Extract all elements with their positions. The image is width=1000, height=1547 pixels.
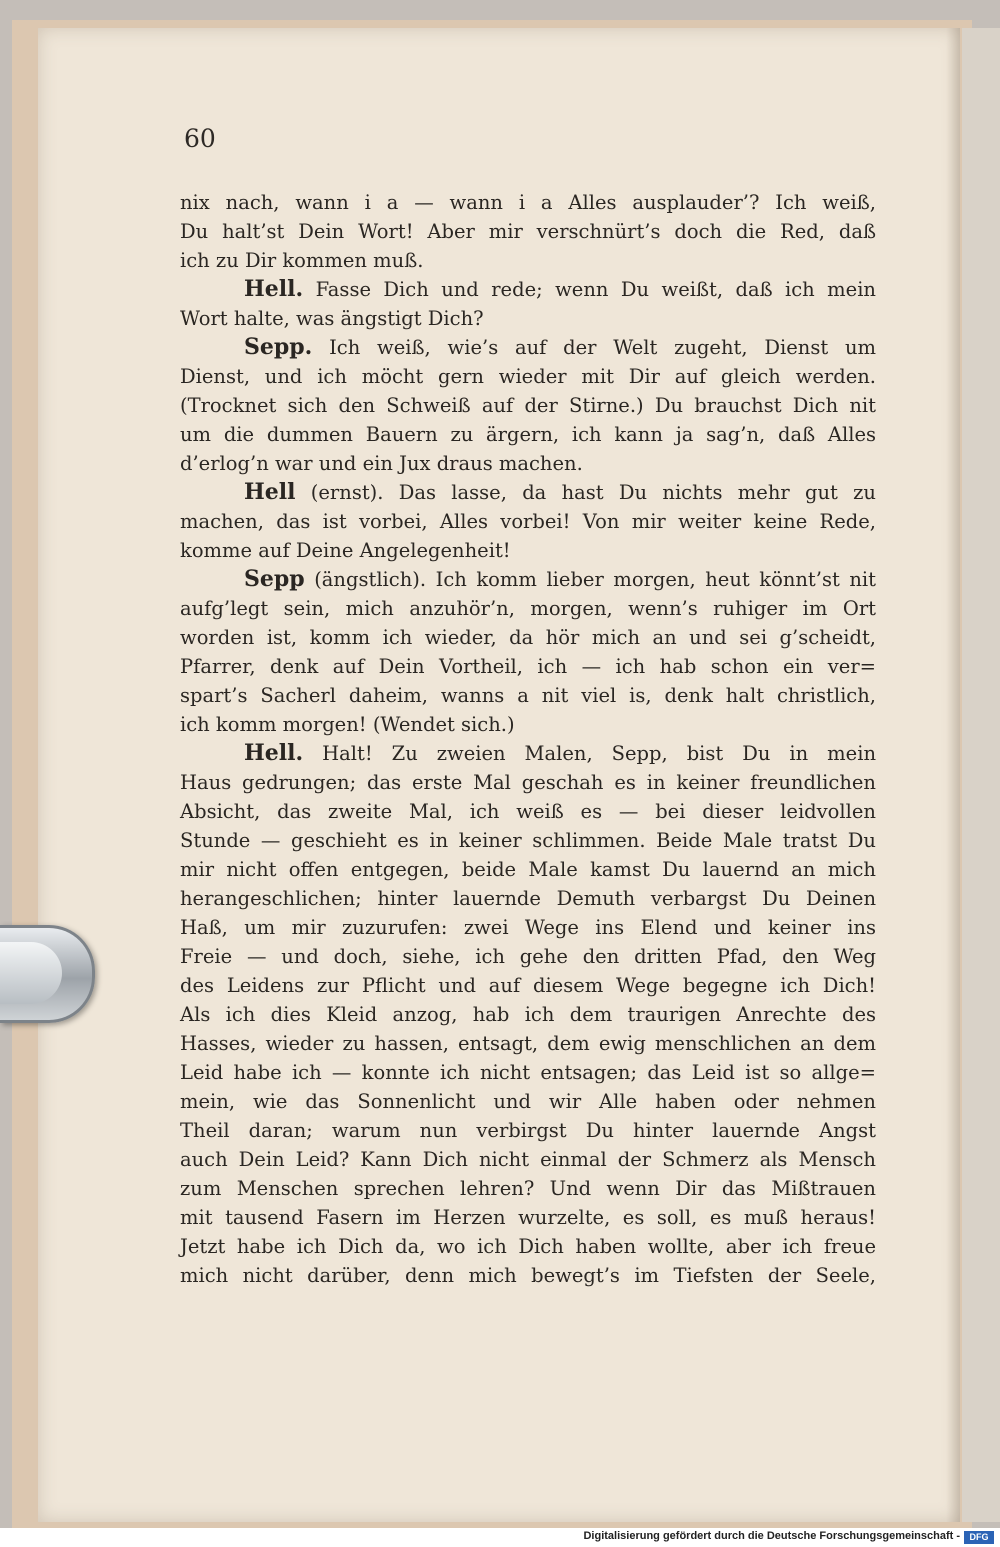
line-text: um die dummen Bauern zu ärgern, ich kann ja sag’n, daß Alles: [180, 423, 876, 446]
page-text: [180, 188, 876, 1290]
text-line: [180, 188, 876, 217]
line-text: nix nach, wann i a — wann i a Alles ausplauder’? Ich weiß,: [180, 191, 876, 214]
speaker-name: Hell.: [244, 276, 304, 302]
line-text: Du halt’st Dein Wort! Aber mir verschnürt’s doch die Red, daß: [180, 220, 876, 243]
text-line: [180, 971, 876, 1000]
line-text: zum Menschen sprechen lehren? Und wenn Dir das Mißtrauen: [180, 1177, 876, 1200]
text-line: [180, 217, 876, 246]
line-text: mit tausend Fasern im Herzen wurzelte, es soll, es muß heraus!: [180, 1206, 876, 1229]
speaker-name: Hell.: [244, 740, 304, 766]
line-text: d’erlog’n war und ein Jux draus machen.: [180, 452, 583, 475]
line-text: auch Dein Leid? Kann Dich nicht einmal der Schmerz als Mensch: [180, 1148, 876, 1171]
speaker-name: Sepp.: [244, 334, 313, 360]
line-text: des Leidens zur Pflicht und auf diesem Wege begegne ich Dich!: [180, 974, 876, 997]
line-text: (ängstlich). Ich komm lieber morgen, heut könnt’st nit: [304, 568, 876, 591]
text-line: [180, 1261, 876, 1290]
line-text: Halt! Zu zweien Malen, Sepp, bist Du in mein: [303, 742, 876, 765]
line-text: mein, wie das Sonnenlicht und wir Alle haben oder nehmen: [180, 1090, 876, 1113]
text-line: [180, 826, 876, 855]
text-line: [180, 420, 876, 449]
footer-credit: Digitalisierung gefördert durch die Deutsche Forschungsgemeinschaft -: [583, 1530, 960, 1542]
speaker-name: Hell: [244, 479, 296, 505]
text-line: [180, 565, 876, 594]
text-line: [180, 1029, 876, 1058]
line-text: ich komm morgen! (Wendet sich.): [180, 713, 515, 736]
text-line: [180, 768, 876, 797]
page-gutter-shadow: [946, 28, 960, 1522]
line-text: Fasse Dich und rede; wenn Du weißt, daß ich mein: [303, 278, 876, 301]
line-text: Ich weiß, wie’s auf der Welt zugeht, Dienst um: [312, 336, 876, 359]
line-text: Wort halte, was ängstigt Dich?: [180, 307, 484, 330]
text-line: [180, 681, 876, 710]
page-clip-icon: [0, 925, 95, 1023]
line-text: ich zu Dir kommen muß.: [180, 249, 424, 272]
text-line: [180, 333, 876, 362]
facing-page-edge: [962, 28, 1000, 1522]
text-line: [180, 304, 876, 333]
text-line: [180, 594, 876, 623]
text-line: [180, 1145, 876, 1174]
line-text: aufg’legt sein, mich anzuhör’n, morgen, wenn’s ruhiger im Ort: [180, 597, 876, 620]
line-text: (Trocknet sich den Schweiß auf der Stirne.) Du brauchst Dich nit: [180, 394, 876, 417]
line-text: Dienst, und ich möcht gern wieder mit Dir auf gleich werden.: [180, 365, 876, 388]
text-line: [180, 1087, 876, 1116]
line-text: Haus gedrungen; das erste Mal geschah es in keiner freundlichen: [180, 771, 876, 794]
text-line: [180, 710, 876, 739]
line-text: machen, das ist vorbei, Alles vorbei! Von mir weiter keine Rede,: [180, 510, 876, 533]
text-line: [180, 507, 876, 536]
text-line: [180, 1174, 876, 1203]
line-text: mir nicht offen entgegen, beide Male kamst Du lauernd an mich: [180, 858, 876, 881]
text-line: [180, 1000, 876, 1029]
footer-bar: [0, 1528, 1000, 1547]
line-text: Freie — und doch, siehe, ich gehe den dritten Pfad, den Weg: [180, 945, 876, 968]
text-line: [180, 797, 876, 826]
speaker-name: Sepp: [244, 566, 305, 592]
text-line: [180, 884, 876, 913]
text-line: [180, 652, 876, 681]
line-text: Leid habe ich — konnte ich nicht entsagen; das Leid ist so allge=: [180, 1061, 876, 1084]
text-line: [180, 449, 876, 478]
page-clip-highlight: [0, 942, 62, 1004]
dfg-logo: DFG: [964, 1531, 994, 1544]
text-line: [180, 942, 876, 971]
text-line: [180, 1116, 876, 1145]
line-text: mich nicht darüber, denn mich bewegt’s im Tiefsten der Seele,: [180, 1264, 876, 1287]
text-line: [180, 1232, 876, 1261]
line-text: Als ich dies Kleid anzog, hab ich dem traurigen Anrechte des: [180, 1003, 876, 1026]
text-line: [180, 275, 876, 304]
line-text: Pfarrer, denk auf Dein Vortheil, ich — ich hab schon ein ver=: [180, 655, 876, 678]
line-text: spart’s Sacherl daheim, wanns a nit viel is, denk halt christlich,: [180, 684, 876, 707]
text-line: [180, 855, 876, 884]
text-line: [180, 536, 876, 565]
text-line: [180, 623, 876, 652]
text-line: [180, 913, 876, 942]
line-text: (ernst). Das lasse, da hast Du nichts mehr gut zu: [295, 481, 876, 504]
text-line: [180, 739, 876, 768]
line-text: Stunde — geschieht es in keiner schlimmen. Beide Male tratst Du: [180, 829, 876, 852]
line-text: Haß, um mir zuzurufen: zwei Wege ins Elend und keiner ins: [180, 916, 876, 939]
line-text: herangeschlichen; hinter lauernde Demuth verbargst Du Deinen: [180, 887, 876, 910]
line-text: Theil daran; warum nun verbirgst Du hinter lauernde Angst: [180, 1119, 876, 1142]
text-line: [180, 1203, 876, 1232]
text-line: [180, 362, 876, 391]
text-line: [180, 391, 876, 420]
line-text: Jetzt habe ich Dich da, wo ich Dich haben wollte, aber ich freue: [180, 1235, 876, 1258]
text-line: [180, 1058, 876, 1087]
line-text: Hasses, wieder zu hassen, entsagt, dem ewig menschlichen an dem: [180, 1032, 876, 1055]
text-line: [180, 246, 876, 275]
line-text: komme auf Deine Angelegenheit!: [180, 539, 511, 562]
page-number: 60: [184, 124, 216, 153]
line-text: worden ist, komm ich wieder, da hör mich an und sei g’scheidt,: [180, 626, 876, 649]
line-text: Absicht, das zweite Mal, ich weiß es — bei dieser leidvollen: [180, 800, 876, 823]
text-line: [180, 478, 876, 507]
